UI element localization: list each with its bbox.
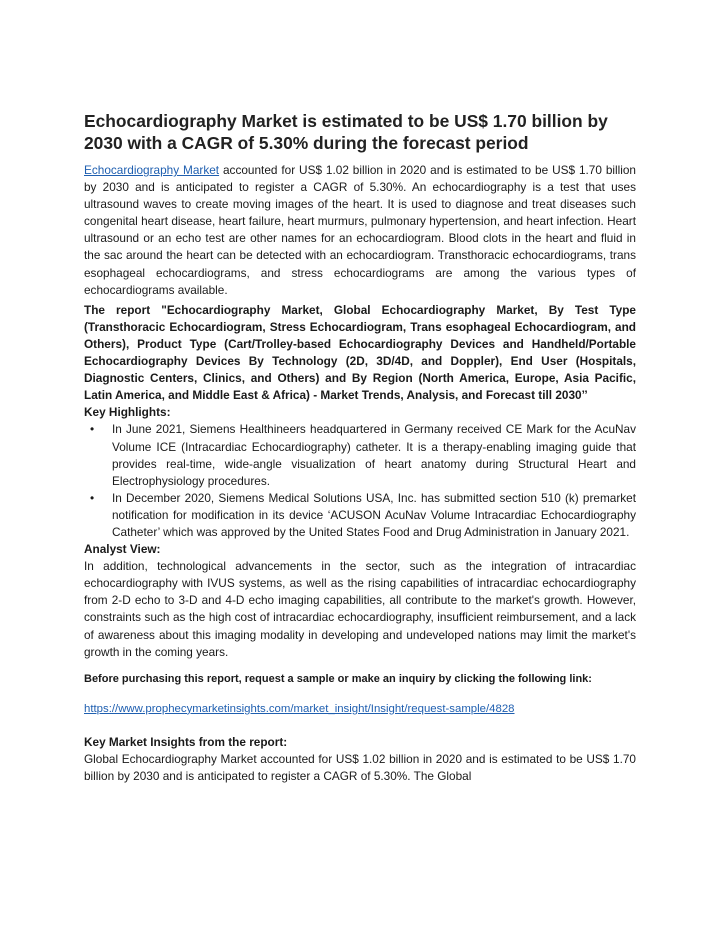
analyst-view-paragraph: In addition, technological advancements in the sector, such as the integration of intracardiac echocardiography with IVUS systems, as well as the rising capabilities of intracardiac echocardiography from 2-D echo to 3-D and 4-D echo imaging capabilities, all contribute to the market's growth. However, constraints such as the high cost of intracardiac echocardiography, insufficient reimbursement, and a lack of awareness about this imaging modality in developing and undeveloped nations may limit the market's growth in the coming years. (84, 559, 636, 659)
report-title: The report "Echocardiography Market, Global Echocardiography Market, By Test Type (Transthoracic Echocardiogram, Stress Echocardiogram, Trans esophageal Echocardiogram, and Others), Product Type (Cart/Trolley-based Echocardiography Devices and Handheld/Portable Echocardiography Devices By Technology (2D, 3D/4D, and Doppler), End User (Hospitals, Diagnostic Centers, Clinics, and Others) and By Region (North America, Europe, Asia Pacific, Latin America, and Middle East & Africa) - Market Trends, Analysis, and Forecast till 2030’’ (84, 302, 636, 403)
analyst-view-heading: Analyst View: (84, 542, 161, 557)
key-insights-heading: Key Market Insights from the report: (84, 734, 288, 749)
sample-request-line (84, 701, 636, 718)
key-highlights-heading: Key Highlights: (84, 405, 171, 420)
highlight-text: In December 2020, Siemens Medical Solutions USA, Inc. has submitted section 510 (k) premarket notification for modification in its device ‘ACUSON AcuNav Volume Intracardiac Echocardiography Catheter’ which was approved by the United States Food and Drug Administration in January 2021. (112, 490, 636, 539)
list-item (90, 490, 636, 541)
echocardiography-market-link[interactable]: Echocardiography Market (84, 163, 220, 177)
highlight-text: In June 2021, Siemens Healthineers headquartered in Germany received CE Mark for the AcuNav Volume ICE (Intracardiac Echocardiography) catheter. It is a therapy-enabling imaging guide that provides real-time, wide-angle visualization of heart anatomy during Structural Heart and Electrophysiology procedures. (112, 422, 636, 488)
document-page (84, 110, 636, 785)
sample-request-text: Before purchasing this report, request a sample or make an inquiry by clicking the following link: (84, 672, 592, 685)
key-insights-paragraph: Global Echocardiography Market accounted for US$ 1.02 billion in 2020 and is estimated to be US$ 1.70 billion by 2030 and is anticipated to register a CAGR of 5.30%. The Global (84, 752, 636, 784)
intro-body: accounted for US$ 1.02 billion in 2020 and is estimated to be US$ 1.70 billion by 2030 and is anticipated to register a CAGR of 5.30%. An echocardiography is a test that uses ultrasound waves to create moving images of the heart. It is used to diagnose and treat diseases such congenital heart disease, heart failure, heart murmurs, pulmonary hypertension, and heart infection. Heart ultrasound or an echo test are other names for an echocardiogram. Blood clots in the heart and fluid in the sac around the heart can be detected with an echocardiogram. Transthoracic echocardiograms, trans esophageal echocardiograms, and stress echocardiograms are among the various types of echocardiograms available. (84, 163, 636, 297)
list-item (90, 421, 636, 489)
sample-request-link[interactable]: https://www.prophecymarketinsights.com/market_insight/Insight/request-sample/4828 (84, 702, 515, 715)
intro-paragraph (84, 162, 636, 299)
key-highlights-list (84, 421, 636, 541)
bullet-icon: • (90, 490, 95, 505)
bullet-icon: • (90, 422, 95, 437)
page-title: Echocardiography Market is estimated to be US$ 1.70 billion by 2030 with a CAGR of 5.30% during the forecast period (84, 111, 608, 153)
